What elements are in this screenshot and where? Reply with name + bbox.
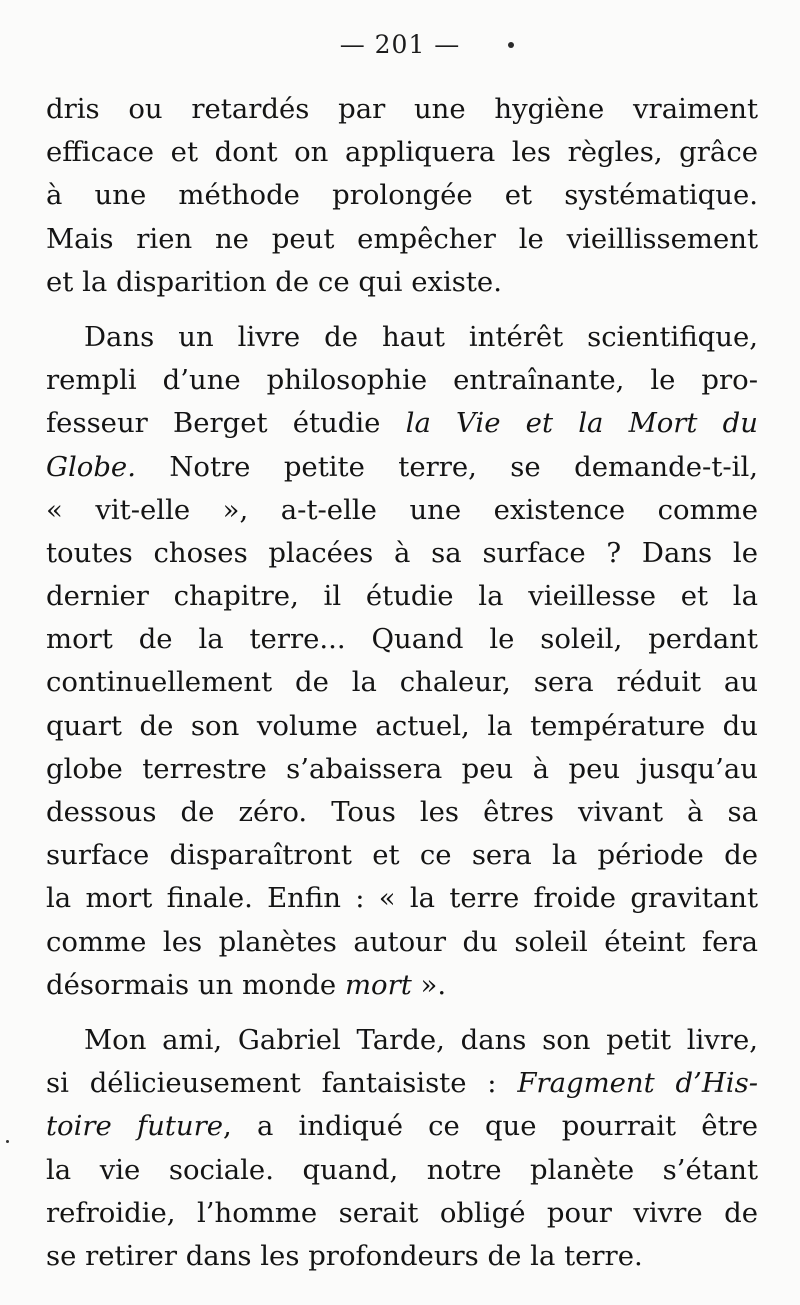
text-line: et la disparition de ce qui existe.	[46, 265, 502, 298]
text-line: se retirer dans les profondeurs de la terre.	[46, 1239, 643, 1272]
text-line: quart de son volume actuel, la température du	[46, 709, 758, 742]
text-line: « vit-elle », a-t-elle une existence comme	[46, 493, 758, 526]
book-title-italic: la Vie et la Mort du	[405, 407, 758, 440]
emphasis-italic: mort	[344, 968, 412, 1001]
text-line: dernier chapitre, il étudie la vieillesse et la	[46, 580, 758, 613]
text-line: la mort finale. Enfin : « la terre froide gravitant	[46, 882, 758, 915]
book-title-italic: Globe.	[46, 450, 136, 483]
text-line: à une méthode prolongée et systématique.	[46, 179, 758, 212]
text-line: Mon ami, Gabriel Tarde, dans son petit livre,	[84, 1023, 758, 1056]
text-line: continuellement de la chaleur, sera réduit au	[46, 666, 758, 699]
book-title-italic: Fragment d’His-	[517, 1067, 758, 1100]
text-line: mort de la terre... Quand le soleil, perdant	[46, 623, 758, 656]
text-line: Dans un livre de haut intérêt scientifique,	[84, 320, 758, 353]
page-number: — 201 —	[339, 30, 461, 59]
text-line: dris ou retardés par une hygiène vraiment	[46, 93, 758, 125]
text-line: refroidie, l’homme serait obligé pour vivre de	[46, 1196, 758, 1229]
text-line: rempli d’une philosophie entraînante, le pro-	[46, 364, 758, 397]
text-line: la vie sociale. quand, notre planète s’étant	[46, 1153, 758, 1186]
book-title-italic: toire future	[46, 1110, 224, 1143]
margin-speck	[6, 1140, 9, 1143]
text-line: toire future, a indiqué ce que pourrait être	[46, 1110, 758, 1143]
text-line: comme les planètes autour du soleil éteint fera	[46, 925, 758, 958]
text-line: Globe. Notre petite terre, se demande-t-il,	[46, 450, 758, 483]
text-line: dessous de zéro. Tous les êtres vivant à sa	[46, 796, 758, 828]
text-line: globe terrestre s’abaissera peu à peu jusqu’au	[46, 752, 758, 785]
text-line: surface disparaîtront et ce sera la période de	[46, 839, 758, 872]
text-line: toutes choses placées à sa surface ? Dans le	[46, 536, 758, 569]
print-speck	[508, 42, 514, 48]
text-line: efficace et dont on appliquera les règles, grâce	[46, 136, 758, 169]
text-line: désormais un monde mort ».	[46, 968, 447, 1001]
text-line: si délicieusement fantaisiste : Fragment d’His-	[46, 1067, 758, 1100]
text-line: Mais rien ne peut empêcher le vieillissement	[46, 222, 758, 255]
body-text	[46, 88, 758, 1278]
text-line: fesseur Berget étudie la Vie et la Mort du	[46, 407, 758, 440]
